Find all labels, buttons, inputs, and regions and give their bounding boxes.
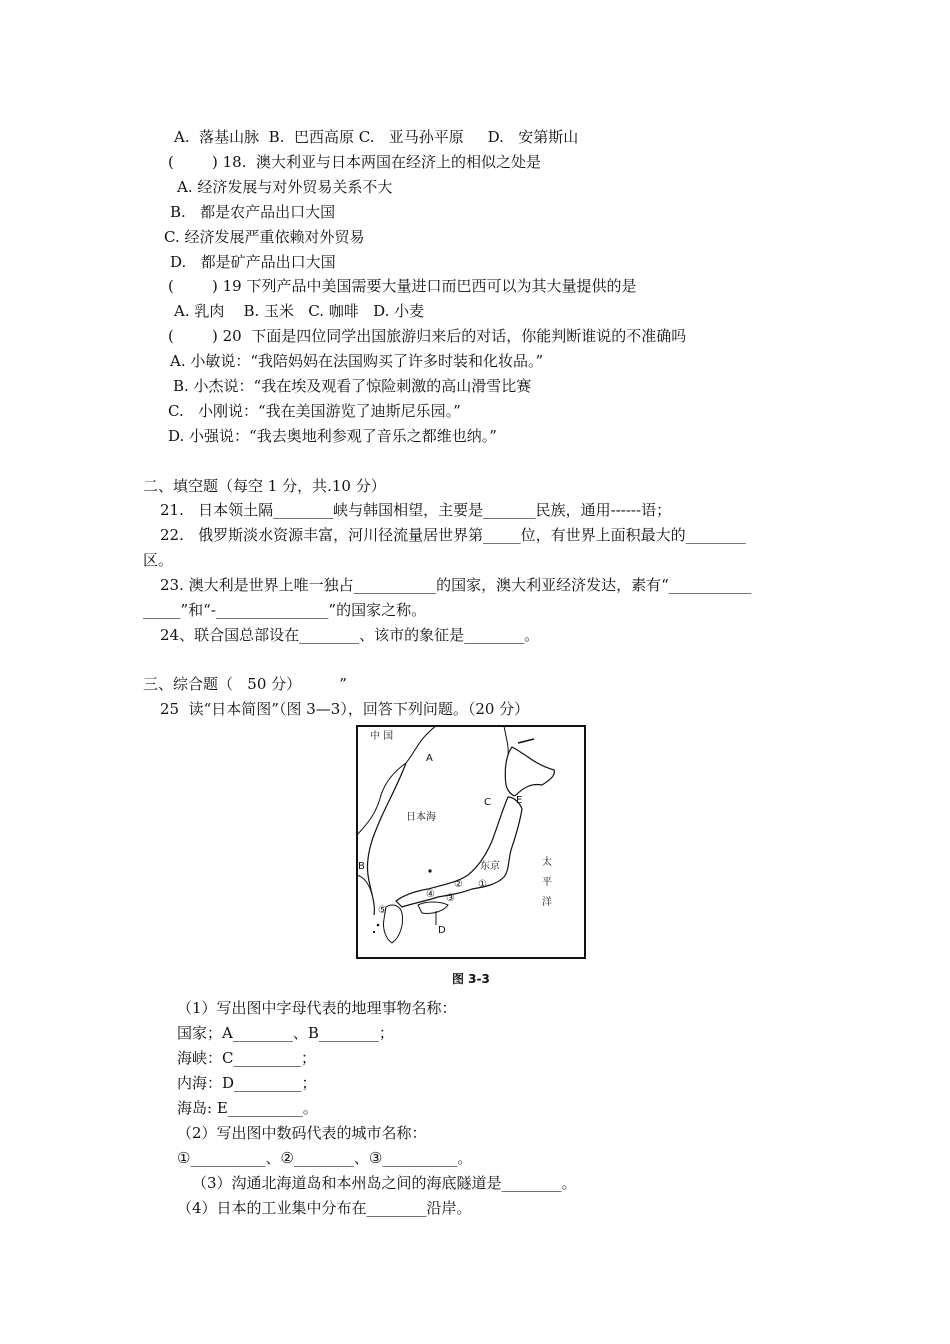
section3-title: 三、综合题（ 50 分） ”: [143, 675, 347, 693]
label-tokyo: 东京: [480, 861, 500, 872]
map-caption: 图 3-3: [452, 972, 490, 986]
q21: 21. 日本领土隔________峡与韩国相望，主要是_______民族，通用------语；: [160, 501, 672, 519]
q25-island: 海岛: E__________。: [177, 1099, 318, 1117]
q22-line2: 区。: [143, 551, 174, 569]
q19-options: A. 乳肉 B. 玉米 C. 咖啡 D. 小麦: [174, 302, 425, 320]
q25-part2: （2）写出图中数码代表的城市名称：: [177, 1124, 427, 1142]
label-china: 中 国: [370, 731, 394, 742]
number-1: ①: [478, 879, 487, 890]
q25-part4: （4）日本的工业集中分布在________沿岸。: [177, 1199, 472, 1217]
letter-a: A: [426, 753, 433, 764]
q18-option-c: C. 经济发展严重依赖对外贸易: [164, 228, 365, 246]
q24: 24、联合国总部设在________、该市的象征是________。: [160, 626, 540, 644]
q20-option-d: D. 小强说：“我去奥地利参观了音乐之都维也纳。”: [168, 427, 497, 445]
label-japan-sea: 日本海: [406, 812, 436, 823]
q18-option-b: B. 都是农产品出口大国: [170, 203, 336, 221]
letter-c: C: [484, 797, 491, 808]
number-2: ②: [454, 879, 463, 890]
q18-option-a: A. 经济发展与对外贸易关系不大: [177, 178, 393, 196]
number-5: ⑤: [378, 905, 387, 916]
small-island: [373, 931, 375, 933]
q20-option-a: A. 小敏说：“我陪妈妈在法国购买了许多时装和化妆品。”: [170, 352, 544, 370]
number-3: ③: [446, 893, 455, 904]
q19-stem: ( ) 19 下列产品中美国需要大量进口而巴西可以为其大量提供的是: [168, 277, 637, 295]
q18-stem: ( ) 18. 澳大利亚与日本两国在经济上的相似之处是: [168, 153, 542, 171]
q17-options: A. 落基山脉 B. 巴西高原 C. 亚马孙平原 D. 安第斯山: [174, 128, 579, 146]
small-island: [377, 924, 380, 927]
q23-line2: _____”和“-_______________”的国家之称。: [143, 601, 427, 619]
q18-option-d: D. 都是矿产品出口大国: [170, 253, 336, 271]
q25-part3: （3）沟通北海道岛和本州岛之间的海底隧道是________。: [192, 1174, 577, 1192]
sado-island: [428, 869, 431, 872]
section2-title: 二、填空题（每空 1 分，共.10 分）: [143, 477, 386, 495]
q25-stem: 25 读“日本简图”（图 3—3），回答下列问题。（20 分）: [160, 700, 530, 718]
q20-stem: ( ) 20 下面是四位同学出国旅游归来后的对话，你能判断谁说的不准确吗: [168, 327, 687, 345]
q23-line1: 23. 澳大利是世界上唯一独占___________的国家，澳大利亚经济发达，素有“___________: [160, 576, 752, 594]
q25-cities: ①__________、②________、③__________。: [177, 1149, 473, 1167]
q25-inland-sea: 内海：D_________；: [177, 1074, 317, 1092]
q20-option-b: B. 小杰说：“我在埃及观看了惊险刺激的高山滑雪比赛: [173, 377, 532, 395]
label-pacific-3: 洋: [542, 897, 552, 908]
letter-b: B: [358, 861, 365, 872]
q25-strait: 海峡：C_________；: [177, 1049, 316, 1067]
label-pacific-1: 太: [542, 857, 552, 868]
q20-option-c: C. 小刚说：“我在美国游览了迪斯尼乐园。”: [168, 402, 461, 420]
number-4: ④: [426, 889, 435, 900]
label-pacific-2: 平: [542, 877, 552, 888]
q25-country: 国家；A________、B________；: [177, 1024, 394, 1042]
q22-line1: 22. 俄罗斯淡水资源丰富，河川径流量居世界第_____位，有世界上面积最大的________: [160, 526, 746, 544]
letter-d: D: [438, 925, 446, 936]
q25-part1: （1）写出图中字母代表的地理事物名称：: [177, 999, 457, 1017]
japan-map: [356, 725, 586, 959]
letter-e: E: [516, 795, 523, 806]
